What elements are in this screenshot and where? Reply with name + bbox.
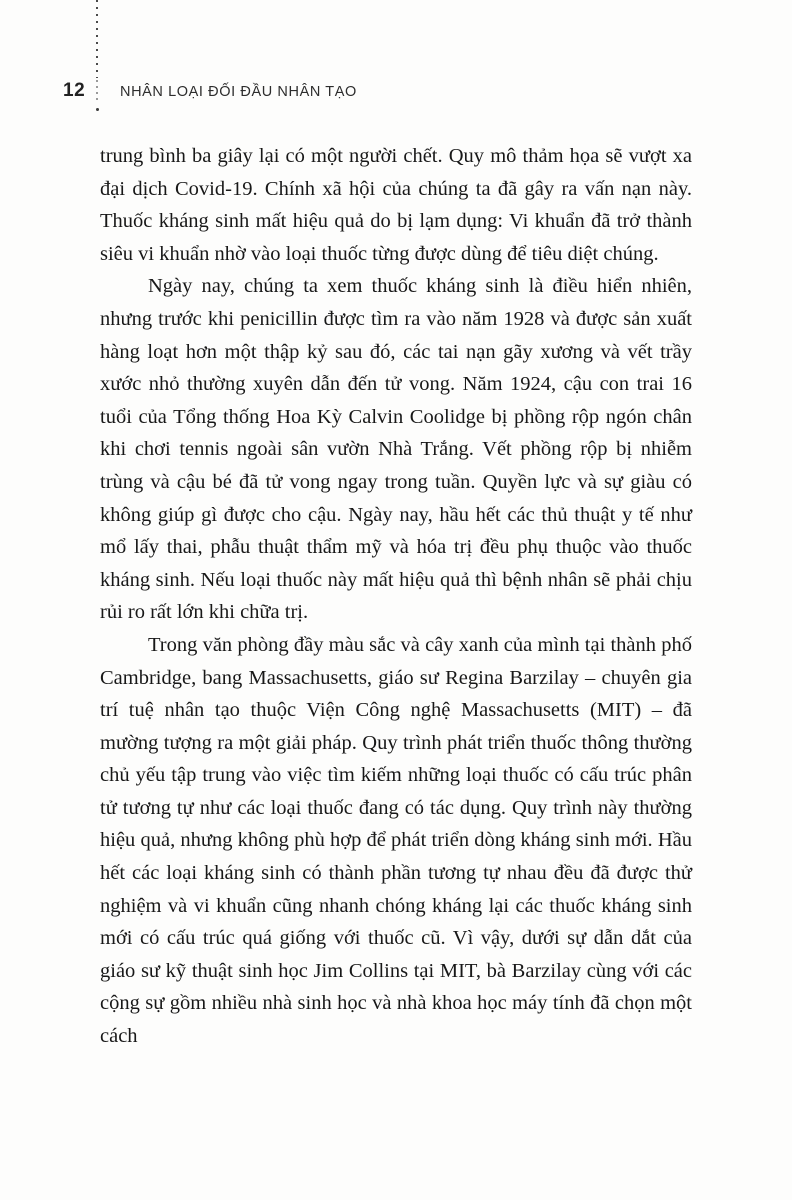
dot-decoration-icon bbox=[96, 108, 99, 111]
header-title: NHÂN LOẠI ĐỐI ĐẦU NHÂN TẠO bbox=[120, 84, 357, 100]
body-paragraph: trung bình ba giây lại có một người chết. Quy mô thảm họa sẽ vượt xa đại dịch Covid-19. Chính xã hội của chúng ta đã gây ra vấn nạn này. Thuốc kháng sinh mất hiệu quả do bị lạm dụng: Vi khuẩn đã trở thành siêu vi khuẩn nhờ vào loại thuốc từng được dùng để tiêu diệt chúng. bbox=[100, 145, 692, 265]
running-header bbox=[0, 80, 792, 106]
dotted-rule-header-icon bbox=[96, 80, 98, 104]
page-number: 12 bbox=[63, 80, 86, 101]
body-paragraph: Trong văn phòng đầy màu sắc và cây xanh của mình tại thành phố Cambridge, bang Massachusetts, giáo sư Regina Barzilay – chuyên gia trí tuệ nhân tạo thuộc Viện Công nghệ Massachusetts (MIT) – đã mường tượng ra một giải pháp. Quy trình phát triển thuốc thông thường chủ yếu tập trung vào việc tìm kiếm những loại thuốc có cấu trúc phân tử tương tự như các loại thuốc đang có tác dụng. Quy trình này thường hiệu quả, nhưng không phù hợp để phát triển dòng kháng sinh mới. Hầu hết các loại kháng sinh có thành phần tương tự nhau đều đã được thử nghiệm và vi khuẩn cũng nhanh chóng kháng lại các thuốc kháng sinh mới có cấu trúc quá giống với thuốc cũ. Vì vậy, dưới sự dẫn dắt của giáo sư kỹ thuật sinh học Jim Collins tại MIT, bà Barzilay cùng với các cộng sự gồm nhiều nhà sinh học và nhà khoa học máy tính đã chọn một cách bbox=[100, 633, 692, 1048]
body-paragraph: Ngày nay, chúng ta xem thuốc kháng sinh là điều hiển nhiên, nhưng trước khi penicillin được tìm ra vào năm 1928 và được sản xuất hàng loạt hơn một thập kỷ sau đó, các tai nạn gãy xương và vết trầy xước nhỏ thường xuyên dẫn đến tử vong. Năm 1924, cậu con trai 16 tuổi của Tổng thống Hoa Kỳ Calvin Coolidge bị phồng rộp ngón chân khi chơi tennis ngoài sân vườn Nhà Trắng. Vết phồng rộp bị nhiễm trùng và cậu bé đã tử vong ngay trong tuần. Quyền lực và sự giàu có không giúp gì được cho cậu. Ngày nay, hầu hết các thủ thuật y tế như mổ lấy thai, phẫu thuật thẩm mỹ và hóa trị đều phụ thuộc vào thuốc kháng sinh. Nếu loại thuốc này mất hiệu quả thì bệnh nhân sẽ phải chịu rủi ro rất lớn khi chữa trị. bbox=[100, 275, 692, 624]
dotted-rule-icon bbox=[96, 0, 98, 78]
body-text bbox=[100, 140, 692, 1053]
